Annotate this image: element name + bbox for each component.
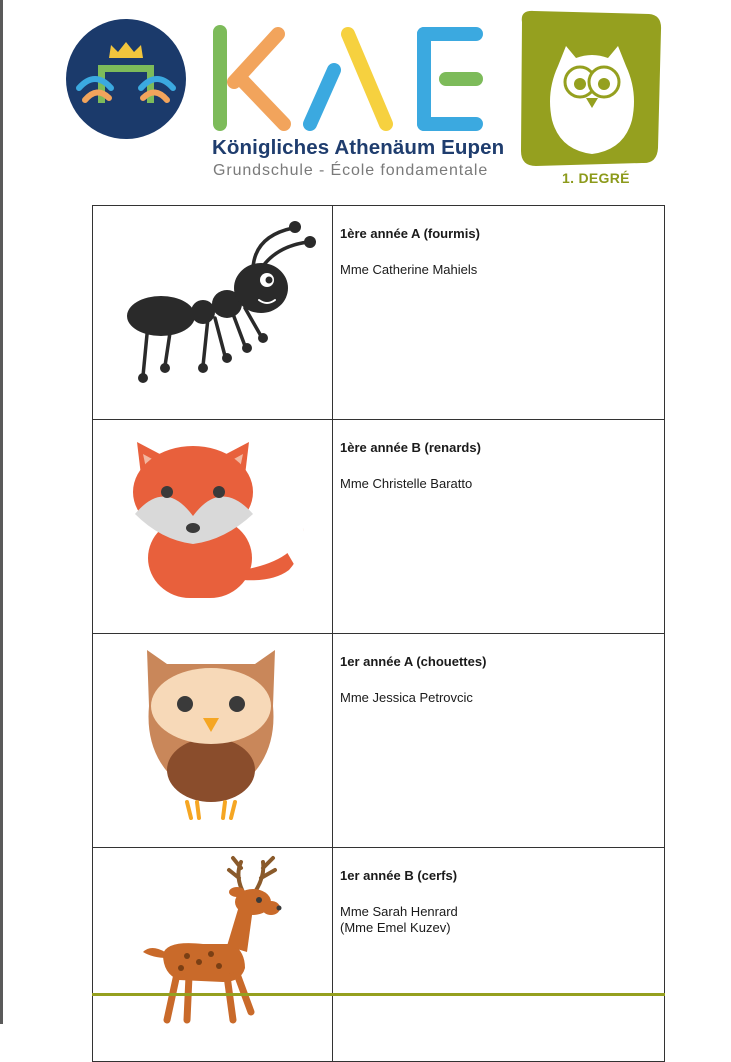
- school-subtitle: Grundschule - École fondamentale: [213, 162, 489, 179]
- deer-illustration: [103, 848, 323, 1038]
- class-name: 1ère année A (fourmis): [340, 226, 480, 241]
- class-info-cell: [333, 420, 665, 634]
- school-name: Königliches Athenäum Eupen: [212, 136, 505, 159]
- teacher-name: Mme Jessica Petrovcic: [340, 690, 473, 705]
- substitute-teacher-name: (Mme Emel Kuzev): [340, 920, 451, 935]
- class-name: 1er année B (cerfs): [340, 868, 458, 883]
- animal-image-cell: [93, 848, 333, 1062]
- royal-crest-logo: [65, 18, 187, 140]
- class-info-cell: [333, 848, 665, 1062]
- class-name: 1er année A (chouettes): [340, 654, 487, 669]
- table-row: [93, 420, 665, 634]
- ant-illustration: [103, 206, 323, 396]
- teacher-name: Mme Christelle Baratto: [340, 476, 473, 491]
- degree-label: 1. DEGRÉ: [562, 170, 630, 186]
- page-header: [0, 0, 731, 200]
- class-name: 1ère année B (renards): [340, 440, 481, 455]
- fox-illustration: [103, 420, 323, 610]
- class-info-cell: [333, 634, 665, 848]
- owl-illustration: [103, 634, 323, 824]
- teacher-name: Mme Sarah Henrard: [340, 904, 458, 919]
- footer-rule: [92, 993, 665, 996]
- teacher-name: Mme Catherine Mahiels: [340, 262, 478, 277]
- table-row: [93, 206, 665, 420]
- class-info-cell: [333, 206, 665, 420]
- animal-image-cell: [93, 206, 333, 420]
- kae-wordmark-logo: [210, 24, 488, 134]
- class-table: [92, 205, 665, 1062]
- table-row: [93, 848, 665, 1062]
- table-row: [93, 634, 665, 848]
- animal-image-cell: [93, 420, 333, 634]
- animal-image-cell: [93, 634, 333, 848]
- owl-logo: [514, 8, 664, 193]
